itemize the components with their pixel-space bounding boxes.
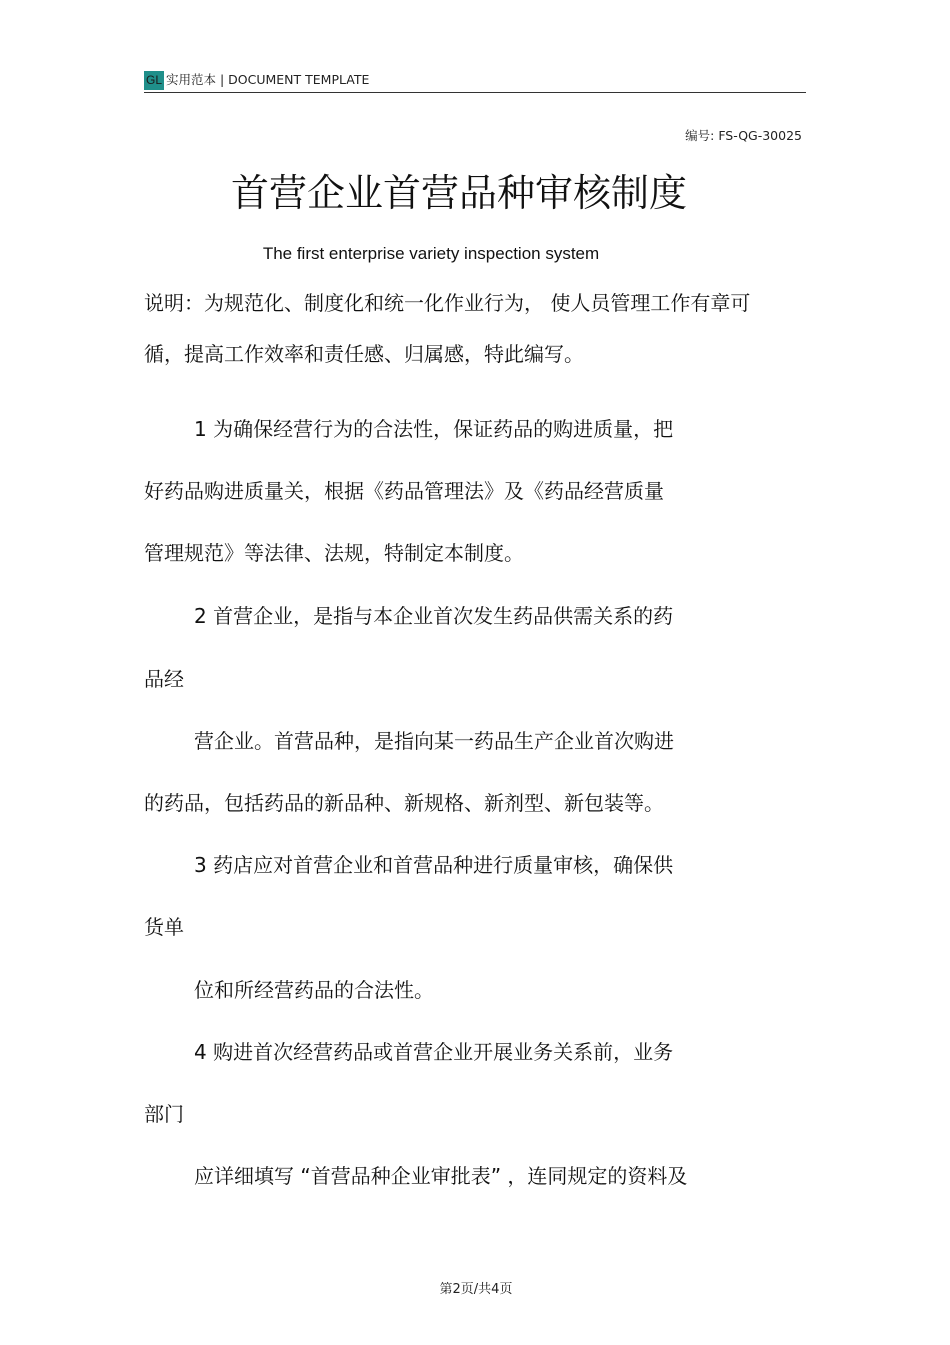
document-subtitle: The first enterprise variety inspection system (262, 244, 600, 263)
body-line: 管理规范》等法律、法规，特制定本制度。 (144, 541, 524, 565)
body-line: 部门 (144, 1102, 184, 1126)
page-footer: 第2页/共4页 (439, 1282, 513, 1297)
body-line: 4 购进首次经营药品或首营企业开展业务关系前，业务 (194, 1040, 674, 1064)
body-line: 说明：为规范化、制度化和统一化作业行为， 使人员管理工作有章可 (144, 291, 751, 315)
document-number: 编号: FS-QG-30025 (685, 128, 802, 143)
body-line: 2 首营企业，是指与本企业首次发生药品供需关系的药 (194, 604, 674, 628)
body-line: 应详细填写 “首营品种企业审批表” ，连同规定的资料及 (194, 1164, 688, 1188)
body-line: 3 药店应对首营企业和首营品种进行质量审核，确保供 (194, 853, 674, 877)
document-header (144, 70, 806, 93)
gl-logo: GL (144, 71, 164, 90)
body-line: 1 为确保经营行为的合法性，保证药品的购进质量，把 (194, 417, 674, 441)
body-line: 循，提高工作效率和责任感、归属感，特此编写。 (144, 342, 584, 366)
document-title: 首营企业首营品种审核制度 (230, 171, 687, 215)
body-line: 营企业。首营品种，是指向某一药品生产企业首次购进 (194, 729, 674, 753)
body-line: 品经 (144, 667, 184, 691)
header-brand-text: 实用范本 | DOCUMENT TEMPLATE (166, 72, 370, 87)
body-line: 的药品，包括药品的新品种、新规格、新剂型、新包装等。 (144, 791, 664, 815)
body-line: 货单 (144, 915, 184, 939)
body-line: 位和所经营药品的合法性。 (194, 978, 434, 1002)
body-line: 好药品购进质量关，根据《药品管理法》及《药品经营质量 (144, 479, 664, 503)
